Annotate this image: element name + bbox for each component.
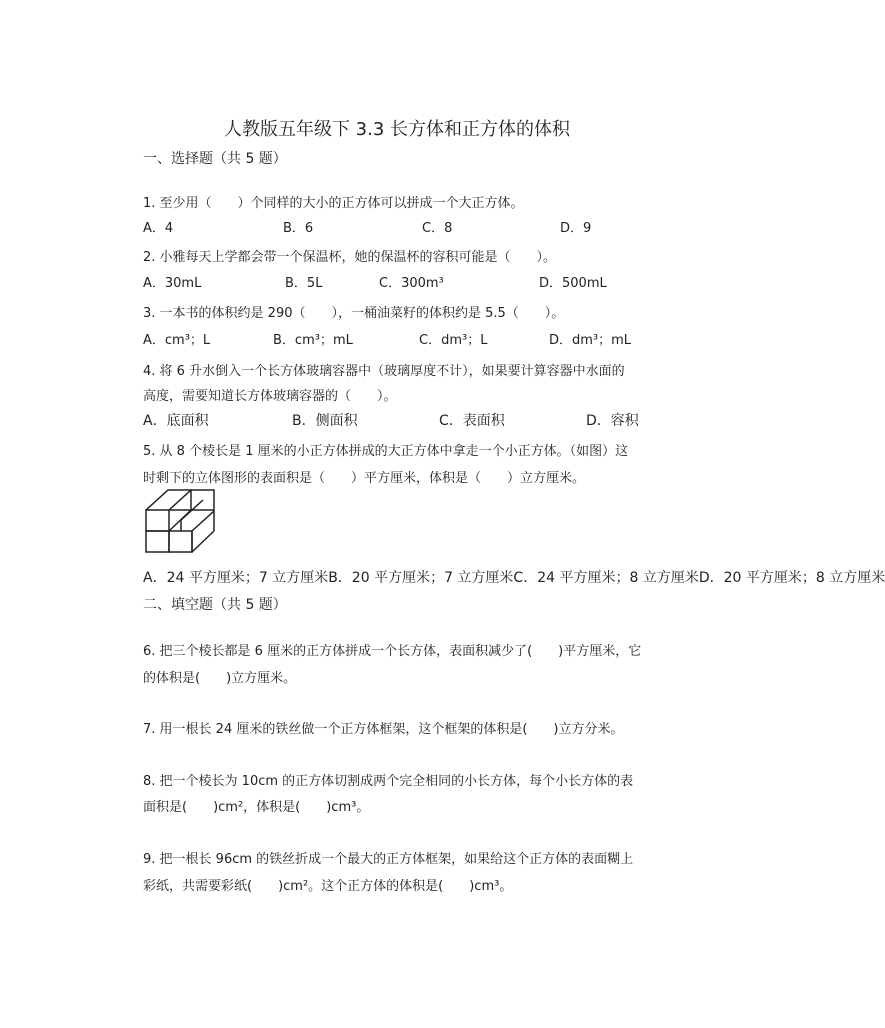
question-9-line-2: 彩纸，共需要彩纸( )cm²。这个正方体的体积是( )cm³。 [143, 879, 513, 894]
question-5-options[interactable]: A．24 平方厘米；7 立方厘米B．20 平方厘米；7 立方厘米C．24 平方厘米；8 立方厘米D．20 平方厘米；8 立方厘米 [143, 570, 885, 586]
q2-option-c[interactable]: C．300m³ [379, 276, 444, 291]
q4-option-a[interactable]: A．底面积 [143, 413, 209, 429]
q4-option-c[interactable]: C．表面积 [439, 413, 505, 429]
question-2-stem: 2. 小雅每天上学都会带一个保温杯，她的保温杯的容积可能是（ ）。 [143, 250, 557, 265]
question-4-stem-line-1: 4. 将 6 升水倒入一个长方体玻璃容器中（玻璃厚度不计），如果要计算容器中水面的 [143, 364, 625, 379]
q4-option-b[interactable]: B．侧面积 [292, 413, 358, 429]
question-4-stem-line-2: 高度，需要知道长方体玻璃容器的（ ）。 [143, 389, 397, 404]
question-8-line-2: 面积是( )cm²，体积是( )cm³。 [143, 800, 370, 815]
q1-option-a[interactable]: A．4 [143, 221, 174, 236]
question-1-stem: 1. 至少用（ ）个同样的大小的正方体可以拼成一个大正方体。 [143, 196, 524, 211]
section-heading-choice: 一、选择题（共 5 题） [143, 151, 287, 167]
page-title: 人教版五年级下 3.3 长方体和正方体的体积 [223, 119, 571, 140]
q1-option-c[interactable]: C．8 [422, 221, 453, 236]
question-3-stem: 3. 一本书的体积约是 290（ ），一桶油菜籽的体积约是 5.5（ ）。 [143, 306, 565, 321]
question-8-line-1: 8. 把一个棱长为 10cm 的正方体切割成两个完全相同的小长方体，每个小长方体的表 [143, 774, 634, 789]
q4-option-d[interactable]: D．容积 [586, 413, 639, 429]
question-6-line-1: 6. 把三个棱长都是 6 厘米的正方体拼成一个长方体，表面积减少了( )平方厘米，它 [143, 644, 642, 659]
q1-option-d[interactable]: D．9 [560, 221, 592, 236]
q2-option-b[interactable]: B．5L [285, 276, 323, 291]
question-5-stem-line-1: 5. 从 8 个棱长是 1 厘米的小正方体拼成的大正方体中拿走一个小正方体。（如图）这 [143, 444, 629, 459]
q2-option-a[interactable]: A．30mL [143, 276, 202, 291]
q3-option-d[interactable]: D．dm³；mL [549, 333, 632, 348]
q1-option-b[interactable]: B．6 [283, 221, 314, 236]
section-heading-fill: 二、填空题（共 5 题） [143, 597, 287, 613]
question-5-stem-line-2: 时剩下的立体图形的表面积是（ ）平方厘米，体积是（ ）立方厘米。 [143, 471, 586, 486]
q3-option-b[interactable]: B．cm³；mL [273, 333, 353, 348]
q3-option-a[interactable]: A．cm³；L [143, 333, 211, 348]
cube-figure [145, 488, 219, 554]
question-7-line-1: 7. 用一根长 24 厘米的铁丝做一个正方体框架，这个框架的体积是( )立方分米。 [143, 722, 624, 737]
q3-option-c[interactable]: C．dm³；L [419, 333, 488, 348]
question-6-line-2: 的体积是( )立方厘米。 [143, 671, 297, 686]
question-9-line-1: 9. 把一根长 96cm 的铁丝折成一个最大的正方体框架，如果给这个正方体的表面糊上 [143, 852, 634, 867]
q2-option-d[interactable]: D．500mL [539, 276, 607, 291]
